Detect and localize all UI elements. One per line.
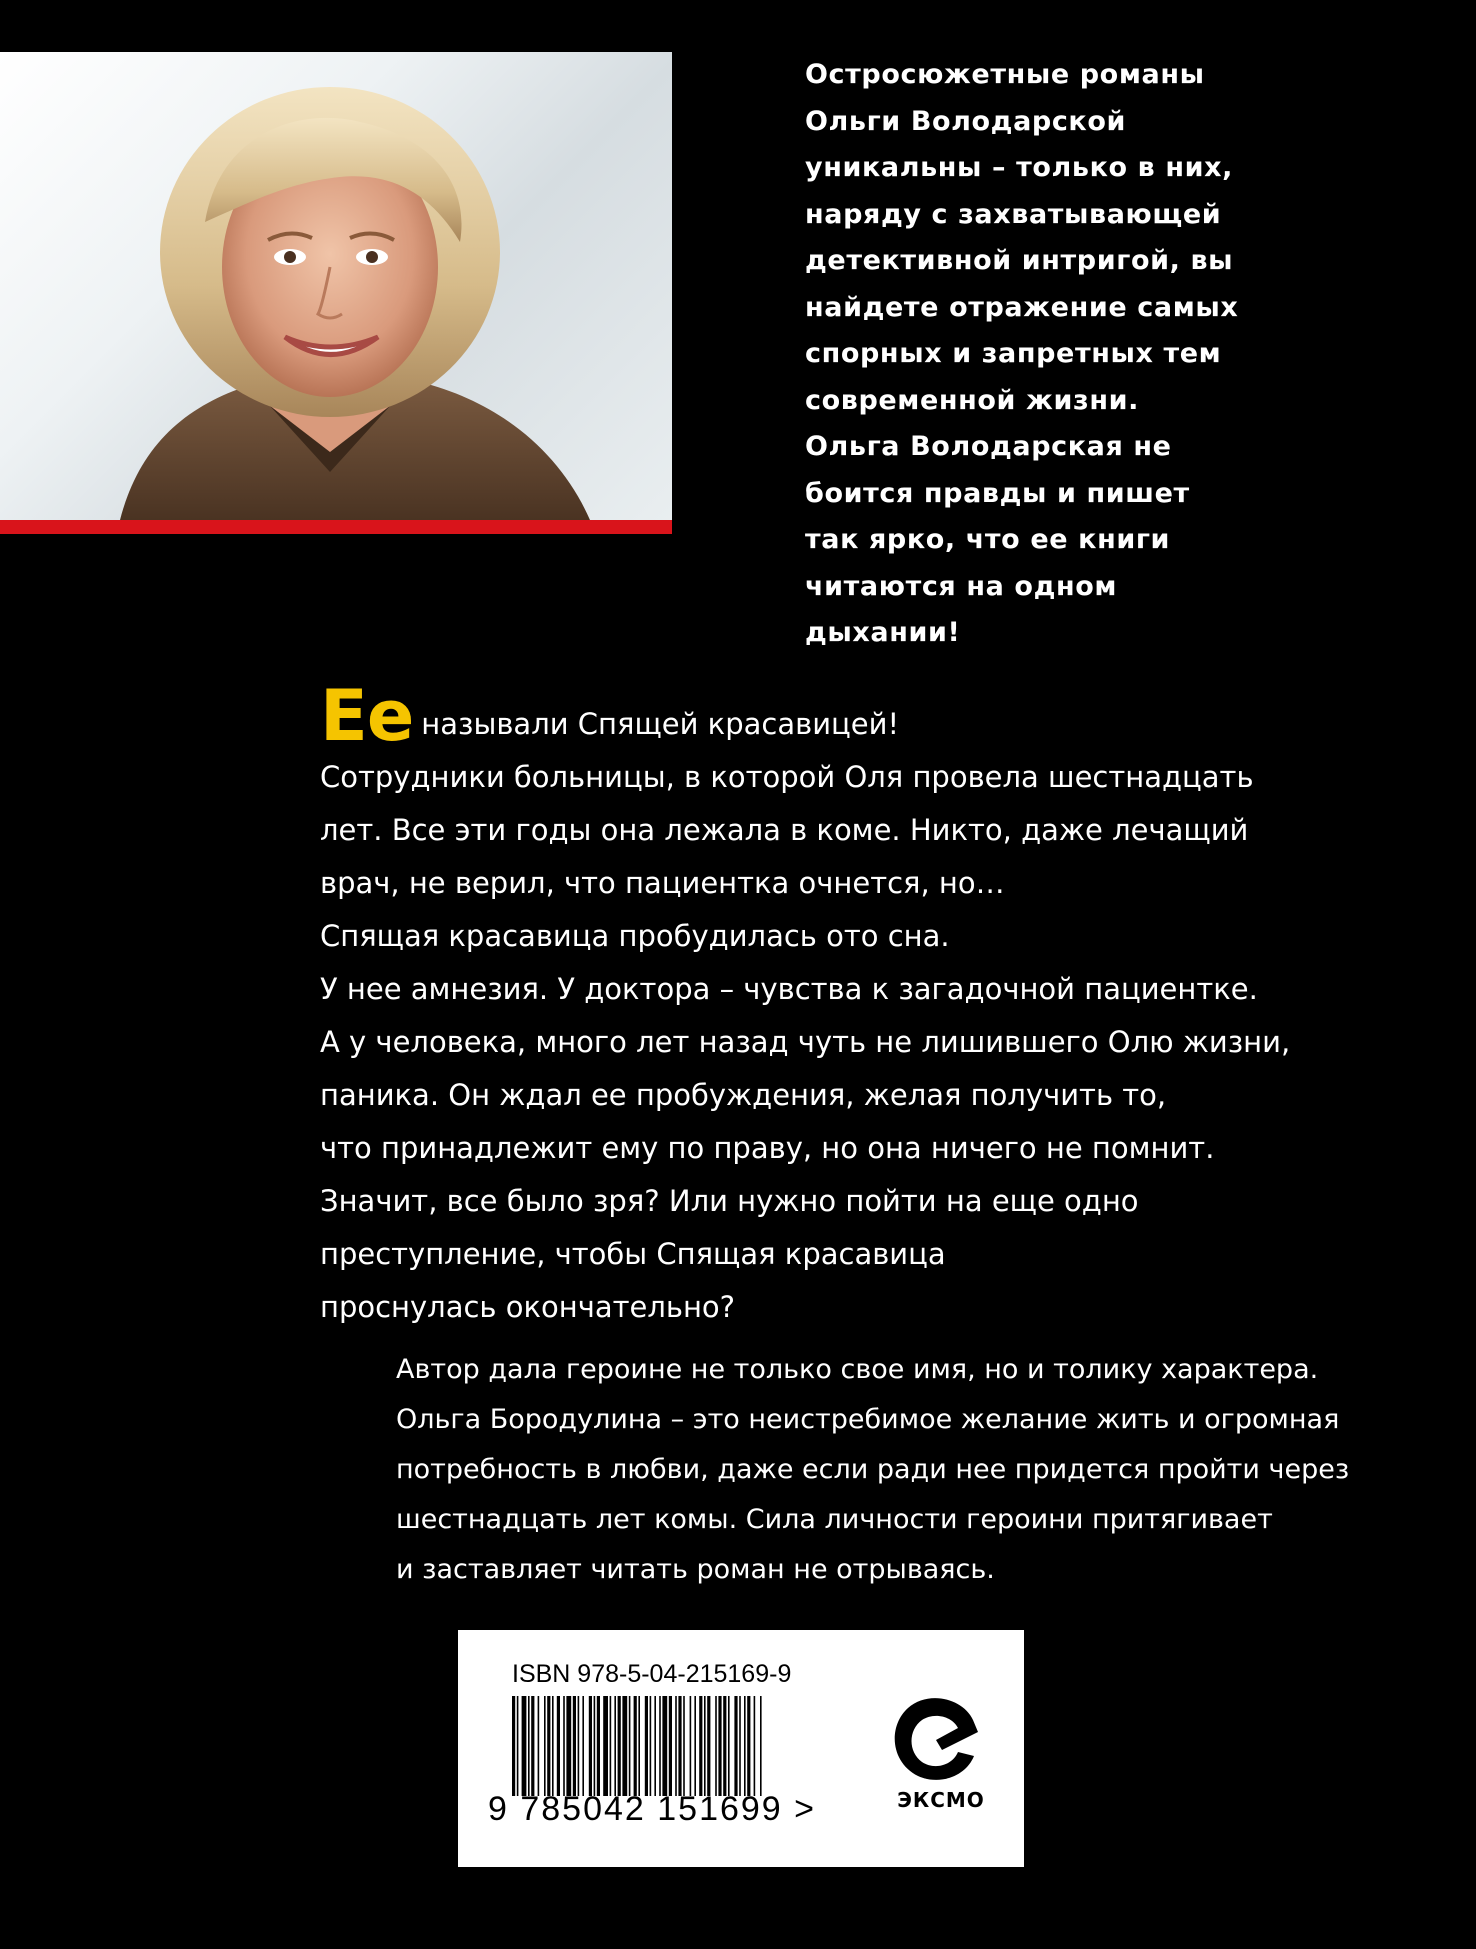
note-line: Ольга Бородулина – это неистребимое желание жить и огромная	[396, 1404, 1340, 1435]
barcode-bar	[563, 1696, 565, 1796]
barcode-bar	[573, 1696, 576, 1796]
blurb-line: спорных и запретных тем	[805, 338, 1222, 369]
barcode-bar	[654, 1696, 656, 1796]
barcode-bar	[760, 1696, 762, 1796]
barcode-bar	[715, 1696, 717, 1796]
barcode-bar	[718, 1696, 721, 1796]
barcode-bar	[650, 1696, 652, 1796]
annotation-line: проснулась окончательно?	[320, 1290, 736, 1324]
drop-cap-word: Ее	[320, 675, 414, 757]
barcode-bar	[538, 1696, 540, 1796]
barcode-bar	[582, 1696, 584, 1796]
annotation-line: что принадлежит ему по праву, но она ничего не помнит.	[320, 1131, 1215, 1165]
blurb-line: наряду с захватывающей	[805, 198, 1222, 230]
barcode-bar	[739, 1696, 741, 1796]
barcode-bar	[531, 1696, 534, 1796]
barcode-bar	[522, 1696, 527, 1796]
barcode-bar	[544, 1696, 546, 1796]
barcode-bar	[610, 1696, 612, 1796]
annotation-first-line	[320, 675, 1440, 757]
barcode-box	[458, 1630, 1024, 1867]
barcode-bar	[645, 1696, 648, 1796]
author-photo	[0, 52, 672, 520]
barcode-bar	[747, 1696, 750, 1796]
barcode-bar	[690, 1696, 692, 1796]
blurb-line: уникальны – только в них,	[805, 152, 1233, 183]
note-line: шестнадцать лет комы. Сила личности героини притягивает	[396, 1504, 1273, 1535]
photo-red-stripe	[0, 520, 672, 534]
blurb-line: так ярко, что ее книги	[805, 524, 1171, 555]
barcode-bar	[517, 1696, 519, 1796]
blurb-line: Остросюжетные романы	[805, 59, 1205, 90]
annotation-line: Значит, все было зря? Или нужно пойти на еще одно	[320, 1184, 1139, 1218]
blurb-line: боится правды и пишет	[805, 477, 1190, 509]
barcode-bar	[728, 1696, 730, 1796]
barcode-bar	[512, 1696, 515, 1796]
barcode-bar	[659, 1696, 661, 1796]
author-blurb	[805, 52, 1445, 657]
blurb-line: найдете отражение самых	[805, 291, 1239, 323]
barcode-bar	[589, 1696, 592, 1796]
book-annotation	[320, 675, 1440, 1334]
annotation-line: У нее амнезия. У доктора – чувства к загадочной пациентке.	[320, 972, 1258, 1006]
isbn-text: ISBN 978-5-04-215169-9	[512, 1660, 792, 1688]
barcode-bar	[629, 1696, 631, 1796]
barcode-bar	[678, 1696, 681, 1796]
barcode-bar	[597, 1696, 600, 1796]
barcode-bar	[578, 1696, 580, 1796]
barcode-bar	[662, 1696, 667, 1796]
note-line: потребность в любви, даже если ради нее придется пройти через	[396, 1454, 1350, 1485]
barcode-bar	[557, 1696, 560, 1796]
barcode-bar	[618, 1696, 621, 1796]
blurb-line: читаются на одном	[805, 570, 1118, 602]
barcode-bar	[669, 1696, 672, 1796]
annotation-line: Спящая красавица пробудилась ото сна.	[320, 919, 950, 953]
author-note	[396, 1345, 1456, 1595]
annotation-line: паника. Он ждал ее пробуждения, желая получить то,	[320, 1078, 1167, 1112]
barcode-bar	[622, 1696, 627, 1796]
barcode-bar	[754, 1696, 756, 1796]
blurb-line: Ольга Володарская не	[805, 431, 1172, 462]
annotation-first-line-rest: называли Спящей красавицей!	[421, 707, 900, 741]
barcode-bar	[566, 1696, 571, 1796]
barcode-bar	[707, 1696, 710, 1796]
barcode-bar	[675, 1696, 677, 1796]
author-portrait-icon	[0, 52, 672, 520]
annotation-line: лет. Все эти годы она лежала в коме. Никто, даже лечащий	[320, 813, 1249, 847]
barcode-bar	[552, 1696, 554, 1796]
barcode-bar	[683, 1696, 685, 1796]
annotation-line: А у человека, много лет назад чуть не лишившего Олю жизни,	[320, 1025, 1291, 1059]
annotation-line: врач, не верил, что пациентка очнется, но…	[320, 866, 1005, 900]
barcode-bar	[634, 1696, 637, 1796]
barcode-bar	[699, 1696, 702, 1796]
blurb-line: дыхании!	[805, 617, 961, 648]
barcode-digits: 9 785042 151699 >	[488, 1790, 817, 1828]
publisher-name: ЭКСМО	[897, 1788, 985, 1812]
barcode-icon	[512, 1696, 832, 1796]
note-line: и заставляет читать роман не отрываясь.	[396, 1554, 995, 1585]
barcode-bar	[694, 1696, 696, 1796]
blurb-line: современной жизни.	[805, 384, 1139, 416]
barcode-bar	[744, 1696, 746, 1796]
barcode-bar	[638, 1696, 640, 1796]
barcode-bar	[594, 1696, 596, 1796]
blurb-line: Ольги Володарской	[805, 105, 1127, 137]
barcode-bar	[614, 1696, 616, 1796]
eksmo-logo-icon	[878, 1690, 998, 1790]
barcode-bar	[547, 1696, 550, 1796]
annotation-line: Сотрудники больницы, в которой Оля провела шестнадцать	[320, 760, 1254, 794]
barcode-bar	[723, 1696, 726, 1796]
barcode-bar	[603, 1696, 608, 1796]
blurb-line: детективной интригой, вы	[805, 245, 1234, 276]
barcode-bar	[704, 1696, 706, 1796]
annotation-line: преступление, чтобы Спящая красавица	[320, 1237, 946, 1271]
note-line: Автор дала героине не только свое имя, но и толику характера.	[396, 1354, 1319, 1385]
barcode-bar	[528, 1696, 530, 1796]
barcode-bar	[734, 1696, 737, 1796]
